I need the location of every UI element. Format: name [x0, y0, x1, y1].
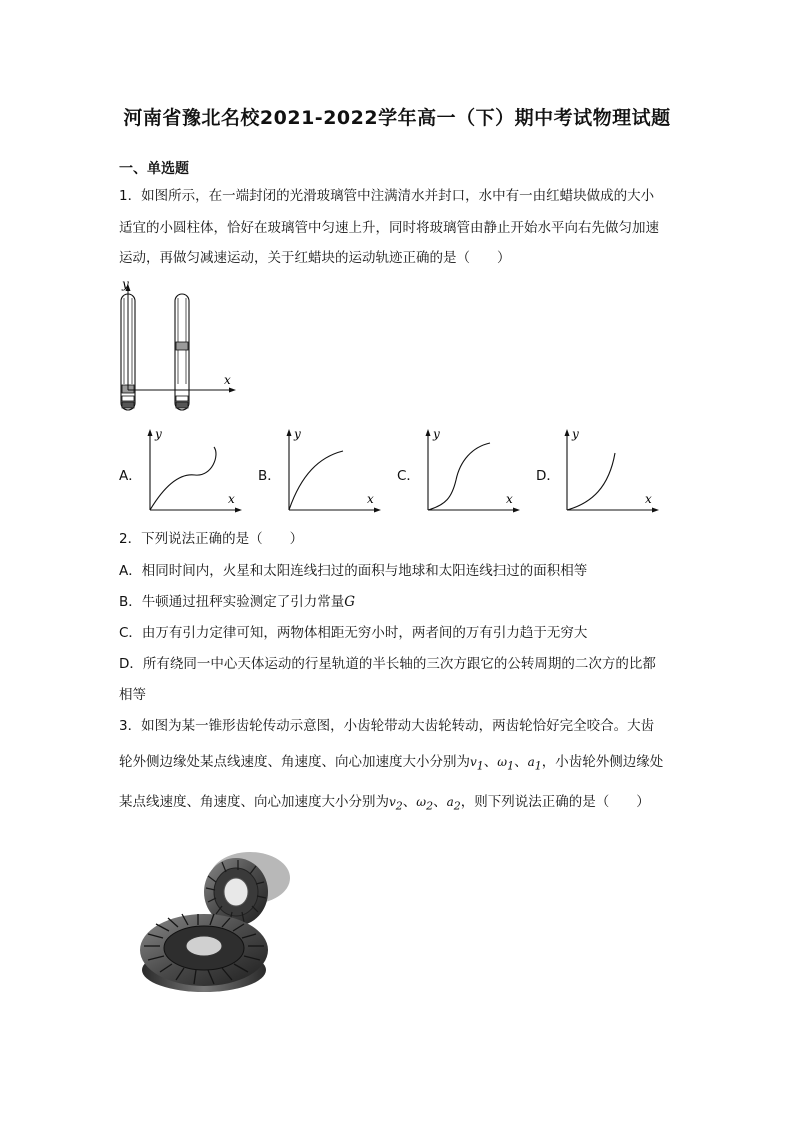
x-axis-label: x: [224, 373, 231, 387]
section-heading: 一、单选题: [119, 161, 189, 177]
q1-option-d-graph: [557, 425, 667, 517]
page-title: 河南省豫北名校2021-2022学年高一（下）期中考试物理试题: [123, 107, 671, 129]
svg-text:x: x: [367, 492, 374, 506]
q3-text-line2: 轮外侧边缘处某点线速度、角速度、向心加速度大小分别为$v_1$、$\omega_1$、$a_1$，小齿轮外侧边缘处: [119, 754, 664, 773]
svg-text:x: x: [228, 492, 235, 506]
svg-text:x: x: [506, 492, 513, 506]
symbol-a1: $a_1$: [527, 755, 542, 773]
symbol-a2: $a_2$: [446, 795, 461, 813]
q1-tube-figure: [112, 277, 242, 415]
right-wax-block: [176, 342, 188, 350]
q1-option-c-graph: [418, 425, 528, 517]
q1-option-d-label[interactable]: D．: [536, 468, 560, 484]
symbol-omega1: $\omega_1$: [497, 755, 515, 773]
large-gear: [140, 914, 268, 992]
svg-text:y: y: [433, 427, 440, 441]
y-axis-label: y: [122, 277, 129, 291]
curve-b: [289, 451, 343, 510]
curve-a: [150, 447, 216, 510]
bevel-gear-image: [138, 848, 298, 998]
q1-option-b-label[interactable]: B．: [258, 468, 281, 484]
q3-text-line3: 某点线速度、角速度、向心加速度大小分别为$v_2$、$\omega_2$、$a_2$，则下列说法正确的是（ ）: [119, 794, 650, 813]
q1-text-line2: 适宜的小圆柱体，恰好在玻璃管中匀速上升，同时将玻璃管由静止开始水平向右先做匀加速: [119, 220, 659, 236]
symbol-v2: $v_2$: [389, 795, 403, 813]
svg-text:y: y: [294, 427, 301, 441]
q2-option-d-line2: 相等: [119, 687, 146, 703]
q1-option-c-label[interactable]: C．: [397, 468, 420, 484]
q1-option-a-graph: [140, 425, 250, 517]
symbol-omega2: $\omega_2$: [416, 795, 434, 813]
q3-text-line1: 3．如图为某一锥形齿轮传动示意图，小齿轮带动大齿轮转动，两齿轮恰好完全咬合。大齿: [119, 718, 655, 734]
q2-option-d-line1[interactable]: D．所有绕同一中心天体运动的行星轨道的半长轴的三次方跟它的公转周期的二次方的比都: [119, 656, 656, 672]
curve-d: [567, 453, 615, 510]
q1-option-b-graph: [279, 425, 389, 517]
q2-stem: 2．下列说法正确的是（ ）: [119, 531, 304, 547]
right-glass-tube: [175, 294, 189, 410]
q2-option-a[interactable]: A．相同时间内，火星和太阳连线扫过的面积与地球和太阳连线扫过的面积相等: [119, 563, 588, 579]
q1-text-line3: 运动，再做匀减速运动，关于红蜡块的运动轨迹正确的是（ ）: [119, 250, 511, 266]
symbol-v1: $v_1$: [470, 755, 484, 773]
q2-option-c[interactable]: C．由万有引力定律可知，两物体相距无穷小时，两者间的万有引力趋于无穷大: [119, 625, 588, 641]
svg-text:y: y: [155, 427, 162, 441]
q1-text-line1: 1．如图所示，在一端封闭的光滑玻璃管中注满清水并封口，水中有一由红蜡块做成的大小: [119, 188, 655, 204]
gravitational-constant-symbol: G: [344, 594, 356, 610]
q2-option-b[interactable]: B．牛顿通过扭秤实验测定了引力常量G: [119, 594, 356, 610]
q1-option-a-label[interactable]: A．: [119, 468, 142, 484]
svg-text:y: y: [572, 427, 579, 441]
svg-text:x: x: [645, 492, 652, 506]
curve-c: [428, 443, 490, 510]
